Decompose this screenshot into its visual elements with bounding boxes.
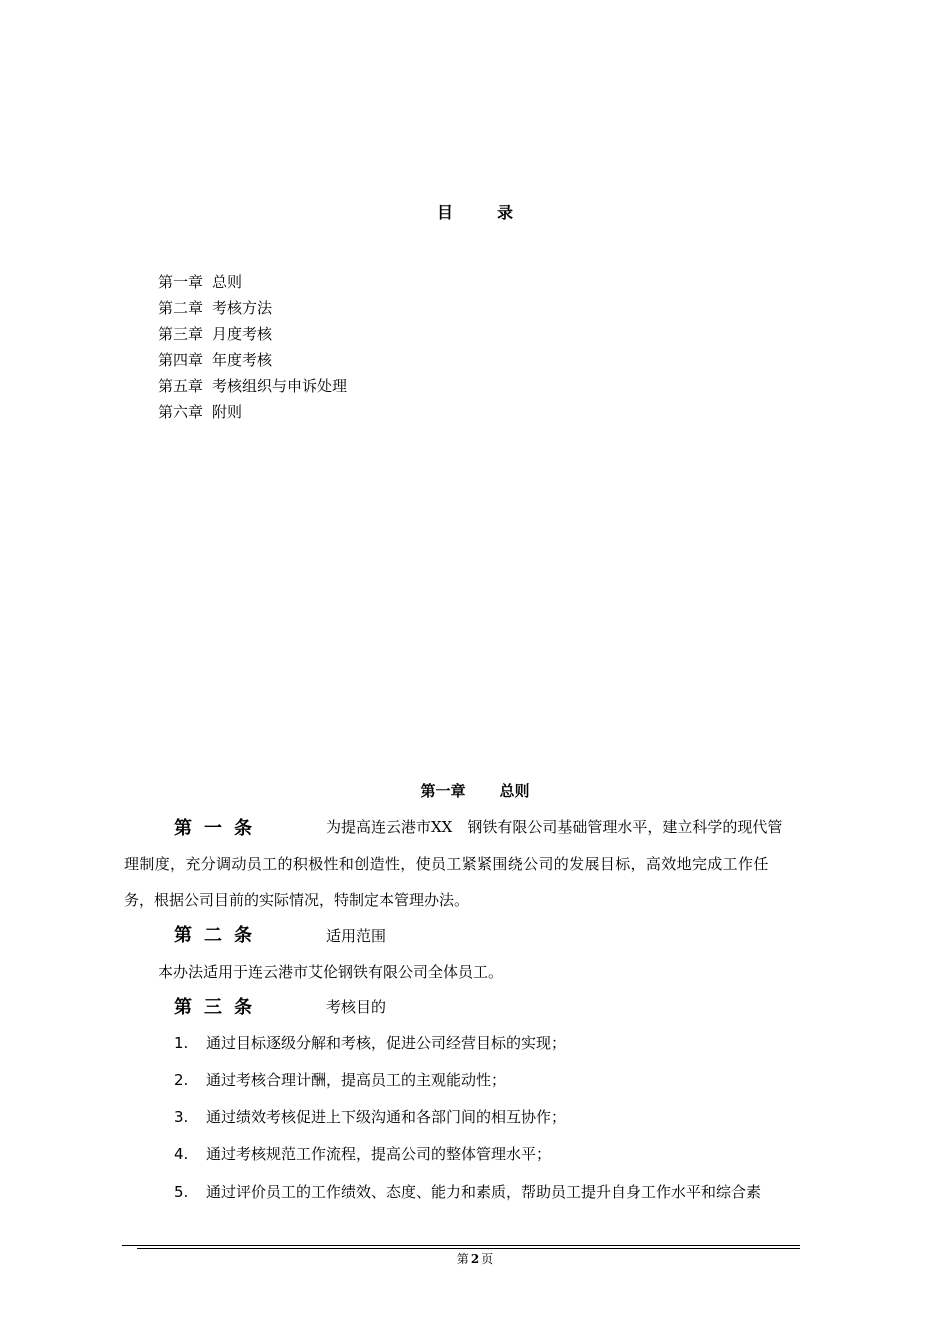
list-item [174, 1032, 566, 1053]
list-item [174, 1069, 506, 1090]
list-text: 通过评价员工的工作绩效、态度、能力和素质，帮助员工提升自身工作水平和综合素 [206, 1183, 762, 1201]
toc-item[interactable] [158, 399, 347, 425]
page-number-footer [0, 1250, 950, 1267]
toc-item[interactable] [158, 373, 347, 399]
list-item [174, 1106, 566, 1127]
article-2-heading: 适用范围 [326, 927, 387, 945]
list-item [174, 1181, 761, 1202]
article-1-label: 第一条 [174, 818, 264, 839]
toc-item-title: 年度考核 [212, 351, 273, 369]
toc-item[interactable] [158, 295, 347, 321]
article-2-body: 本办法适用于连云港市艾伦钢铁有限公司全体员工。 [158, 963, 504, 981]
list-number: 3. [174, 1108, 189, 1126]
toc-list [158, 269, 347, 425]
list-number: 5. [174, 1183, 189, 1201]
toc-title [0, 200, 950, 223]
list-text: 通过考核合理计酬，提高员工的主观能动性； [206, 1071, 507, 1089]
toc-title-left: 目 [436, 203, 453, 222]
footer-divider [122, 1245, 800, 1246]
article-1-text-line: 理制度，充分调动员工的积极性和创造性，使员工紧紧围绕公司的发展目标，高效地完成工作任 [124, 855, 769, 873]
list-text: 通过考核规范工作流程，提高公司的整体管理水平； [206, 1145, 552, 1163]
toc-item-title: 总则 [212, 273, 243, 291]
toc-item-title: 月度考核 [212, 325, 273, 343]
list-text: 通过绩效考核促进上下级沟通和各部门间的相互协作； [206, 1108, 567, 1126]
toc-item-title: 考核方法 [212, 299, 273, 317]
toc-item-chapter: 第二章 [158, 299, 204, 317]
article-3-label: 第三条 [174, 997, 264, 1018]
toc-item-chapter: 第五章 [158, 377, 204, 395]
page-number: 2 [470, 1252, 480, 1266]
list-number: 4. [174, 1145, 189, 1163]
chapter-number: 第一章 [420, 782, 466, 800]
toc-item-chapter: 第四章 [158, 351, 204, 369]
chapter-heading [0, 780, 950, 801]
page-prefix: 第 [456, 1252, 469, 1266]
list-number: 2. [174, 1071, 189, 1089]
toc-item-chapter: 第三章 [158, 325, 204, 343]
toc-item[interactable] [158, 269, 347, 295]
toc-item-title: 附则 [212, 403, 243, 421]
list-text: 通过目标逐级分解和考核，促进公司经营目标的实现； [206, 1034, 567, 1052]
chapter-title: 总则 [499, 782, 530, 800]
toc-item[interactable] [158, 321, 347, 347]
article-2-label: 第二条 [174, 925, 264, 946]
toc-item[interactable] [158, 347, 347, 373]
toc-item-title: 考核组织与申诉处理 [212, 377, 348, 395]
footer-divider [137, 1248, 800, 1249]
toc-title-right: 录 [497, 203, 514, 222]
list-item [174, 1143, 551, 1164]
list-number: 1. [174, 1034, 189, 1052]
article-1-text-line: 为提高连云港市XX 钢铁有限公司基础管理水平，建立科学的现代管 [326, 818, 783, 836]
article-1-text-line: 务，根据公司目前的实际情况，特制定本管理办法。 [124, 891, 470, 909]
page-suffix: 页 [481, 1252, 494, 1266]
article-3-heading: 考核目的 [326, 998, 387, 1016]
toc-item-chapter: 第六章 [158, 403, 204, 421]
toc-item-chapter: 第一章 [158, 273, 204, 291]
